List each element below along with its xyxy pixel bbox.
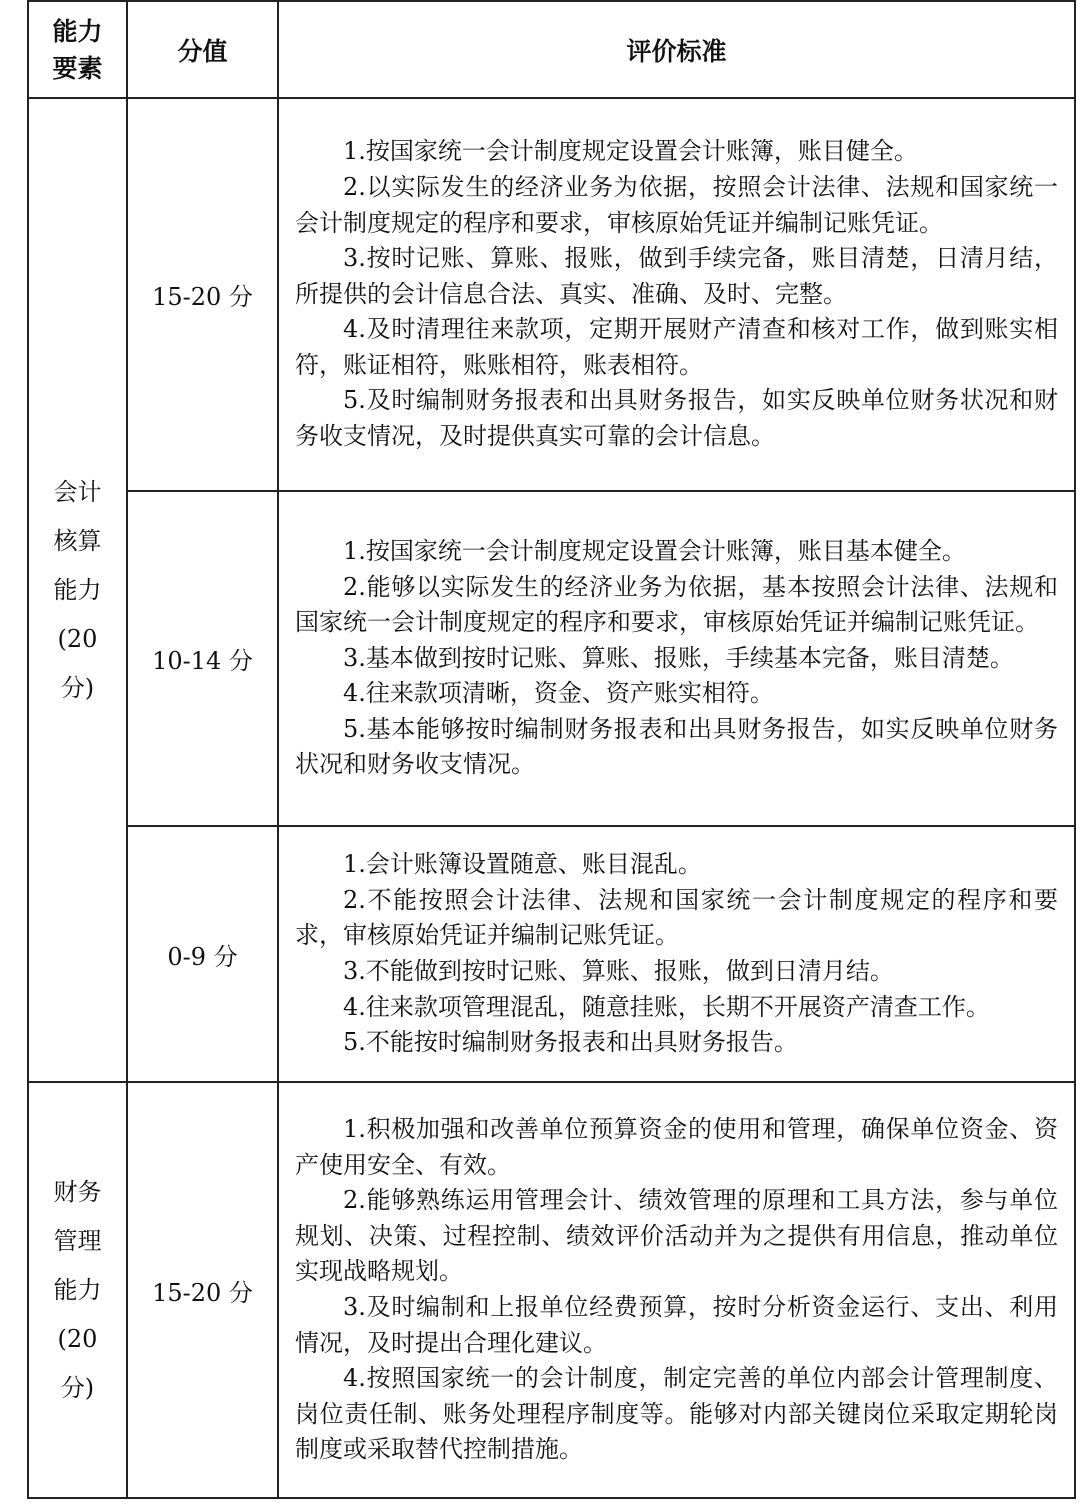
criteria-cell (278, 491, 1075, 826)
criteria-cell (278, 1082, 1075, 1498)
criteria-item: 4.往来款项管理混乱，随意挂账，长期不开展资产清查工作。 (343, 992, 990, 1021)
factor-line: 能力 (53, 575, 102, 604)
header-score: 分值 (127, 1, 278, 98)
ability-factor-cell (28, 98, 127, 1082)
criteria-item: 2.不能按照会计法律、法规和国家统一会计制度规定的程序和要求，审核原始凭证并编制记账凭证。 (295, 885, 1058, 950)
criteria-item: 1.按国家统一会计制度规定设置会计账簿，账目基本健全。 (343, 536, 966, 565)
criteria-item: 5.基本能够按时编制财务报表和出具财务报告，如实反映单位财务状况和财务收支情况。 (295, 714, 1058, 779)
criteria-item: 5.及时编制财务报表和出具财务报告，如实反映单位财务状况和财务收支情况，及时提供真实可靠的会计信息。 (295, 386, 1058, 451)
header-ability-line1: 能力 (52, 16, 103, 46)
factor-line: (20 (57, 624, 98, 653)
criteria-cell (278, 826, 1075, 1082)
header-criteria: 评价标准 (278, 1, 1075, 98)
factor-line: 核算 (53, 526, 102, 555)
criteria-item: 3.按时记账、算账、报账，做到手续完备，账目清楚，日清月结，所提供的会计信息合法、真实、准确、及时、完整。 (295, 244, 1058, 308)
factor-line: (20 (57, 1324, 98, 1353)
factor-line: 分) (60, 1373, 95, 1402)
table-row (28, 98, 1075, 491)
header-ability-factor (28, 1, 127, 98)
criteria-item: 2.以实际发生的经济业务为依据，按照会计法律、法规和国家统一会计制度规定的程序和要求，审核原始凭证并编制记账凭证。 (295, 172, 1058, 237)
criteria-item: 4.及时清理往来款项，定期开展财产清查和核对工作，做到账实相符，账证相符，账账相符，账表相符。 (295, 315, 1058, 379)
header-ability-line2: 要素 (52, 53, 103, 83)
criteria-item: 3.基本做到按时记账、算账、报账，手续基本完备，账目清楚。 (343, 643, 1014, 672)
score-cell: 15-20 分 (127, 1082, 278, 1498)
criteria-item: 3.不能做到按时记账、算账、报账，做到日清月结。 (343, 957, 894, 985)
criteria-item: 4.往来款项清晰，资金、资产账实相符。 (343, 679, 774, 708)
evaluation-table (27, 0, 1076, 1499)
table-row (28, 1082, 1075, 1498)
criteria-item: 1.按国家统一会计制度规定设置会计账簿，账目健全。 (343, 137, 918, 166)
factor-line: 能力 (53, 1275, 102, 1304)
criteria-item: 2.能够熟练运用管理会计、绩效管理的原理和工具方法，参与单位规划、决策、过程控制、绩效评价活动并为之提供有用信息，推动单位实现战略规划。 (295, 1186, 1058, 1286)
criteria-item: 2.能够以实际发生的经济业务为依据，基本按照会计法律、法规和国家统一会计制度规定的程序和要求，审核原始凭证并编制记账凭证。 (295, 572, 1058, 637)
table-row (28, 491, 1075, 826)
table-row (28, 826, 1075, 1082)
header-row (28, 1, 1075, 98)
criteria-item: 4.按照国家统一的会计制度，制定完善的单位内部会计管理制度、岗位责任制、账务处理程序制度等。能够对内部关键岗位采取定期轮岗制度或采取替代控制措施。 (295, 1364, 1058, 1464)
criteria-item: 3.及时编制和上报单位经费预算，按时分析资金运行、支出、利用情况，及时提出合理化建议。 (295, 1293, 1058, 1357)
criteria-item: 1.会计账簿设置随意、账目混乱。 (343, 850, 702, 879)
score-cell: 10-14 分 (127, 491, 278, 826)
factor-line: 会计 (53, 477, 102, 506)
criteria-item: 1.积极加强和改善单位预算资金的使用和管理，确保单位资金、资产使用安全、有效。 (295, 1115, 1058, 1179)
factor-line: 财务 (53, 1177, 102, 1206)
factor-line: 管理 (53, 1226, 102, 1255)
ability-factor-cell (28, 1082, 127, 1498)
score-cell: 15-20 分 (127, 98, 278, 491)
score-cell: 0-9 分 (127, 826, 278, 1082)
criteria-item: 5.不能按时编制财务报表和出具财务报告。 (343, 1028, 798, 1057)
factor-line: 分) (60, 673, 95, 702)
criteria-cell (278, 98, 1075, 491)
